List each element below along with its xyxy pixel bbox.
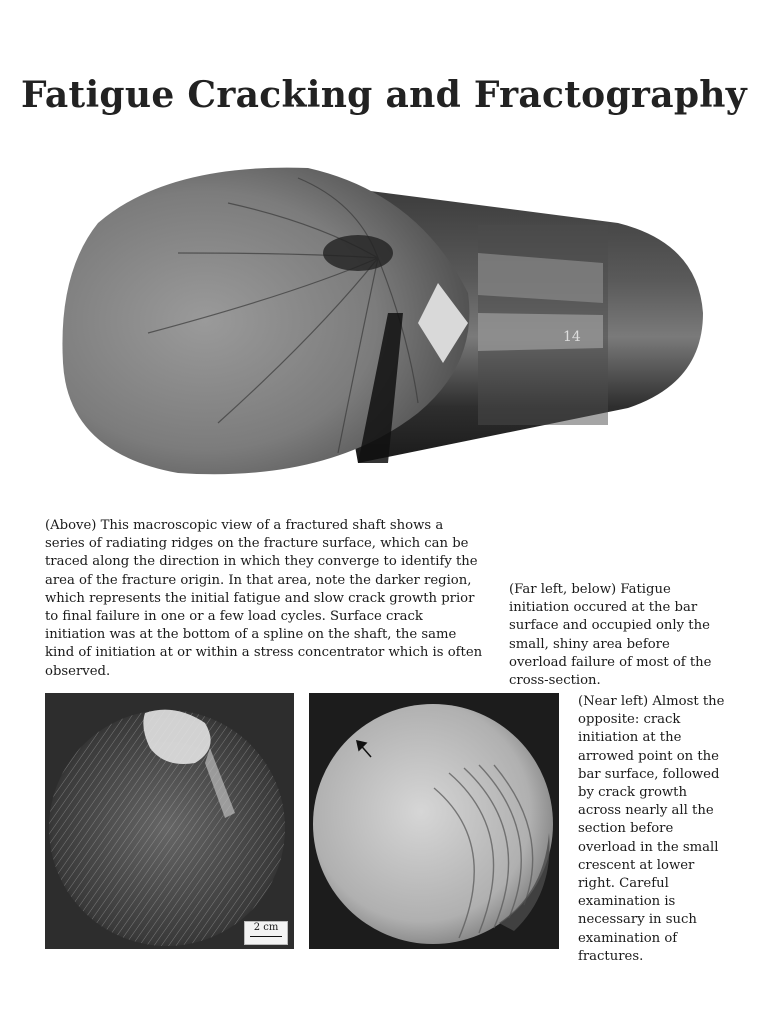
scale-bar-label: 2 cm [253, 922, 279, 933]
far-left-fracture-photo [45, 693, 294, 949]
near-left-fracture-photo [309, 693, 559, 949]
page-title: Fatigue Cracking and Fractography [21, 74, 747, 116]
fractured-shaft-photo [58, 163, 708, 485]
shaft-marking: 14 [563, 329, 581, 345]
caption-far-left: (Far left, below) Fatigue initiation occured at the bar surface and occupied only the small, shiny area before overload failure of most of the cross-section. [509, 582, 712, 689]
caption-near-left: (Near left) Almost the opposite: crack initiation at the arrowed point on the bar surface, followed by crack growth across nearly all the section before overload in the small crescent at lower right. Careful examination is necessary in such examination of fractures. [578, 694, 725, 964]
caption-above: (Above) This macroscopic view of a fractured shaft shows a series of radiating ridges on the fracture surface, which can be traced along the direction in which they converge to identify the area of the fracture origin. In that area, note the darker region, which represents the initial fatigue and slow crack growth prior to final failure in one or a few load cycles. Surface crack initiation was at the bottom of a spline on the shaft, the same kind of initiation at or within a stress concentrator which is often observed. [45, 518, 483, 679]
scale-bar [244, 921, 288, 945]
scale-bar-line [250, 936, 282, 937]
